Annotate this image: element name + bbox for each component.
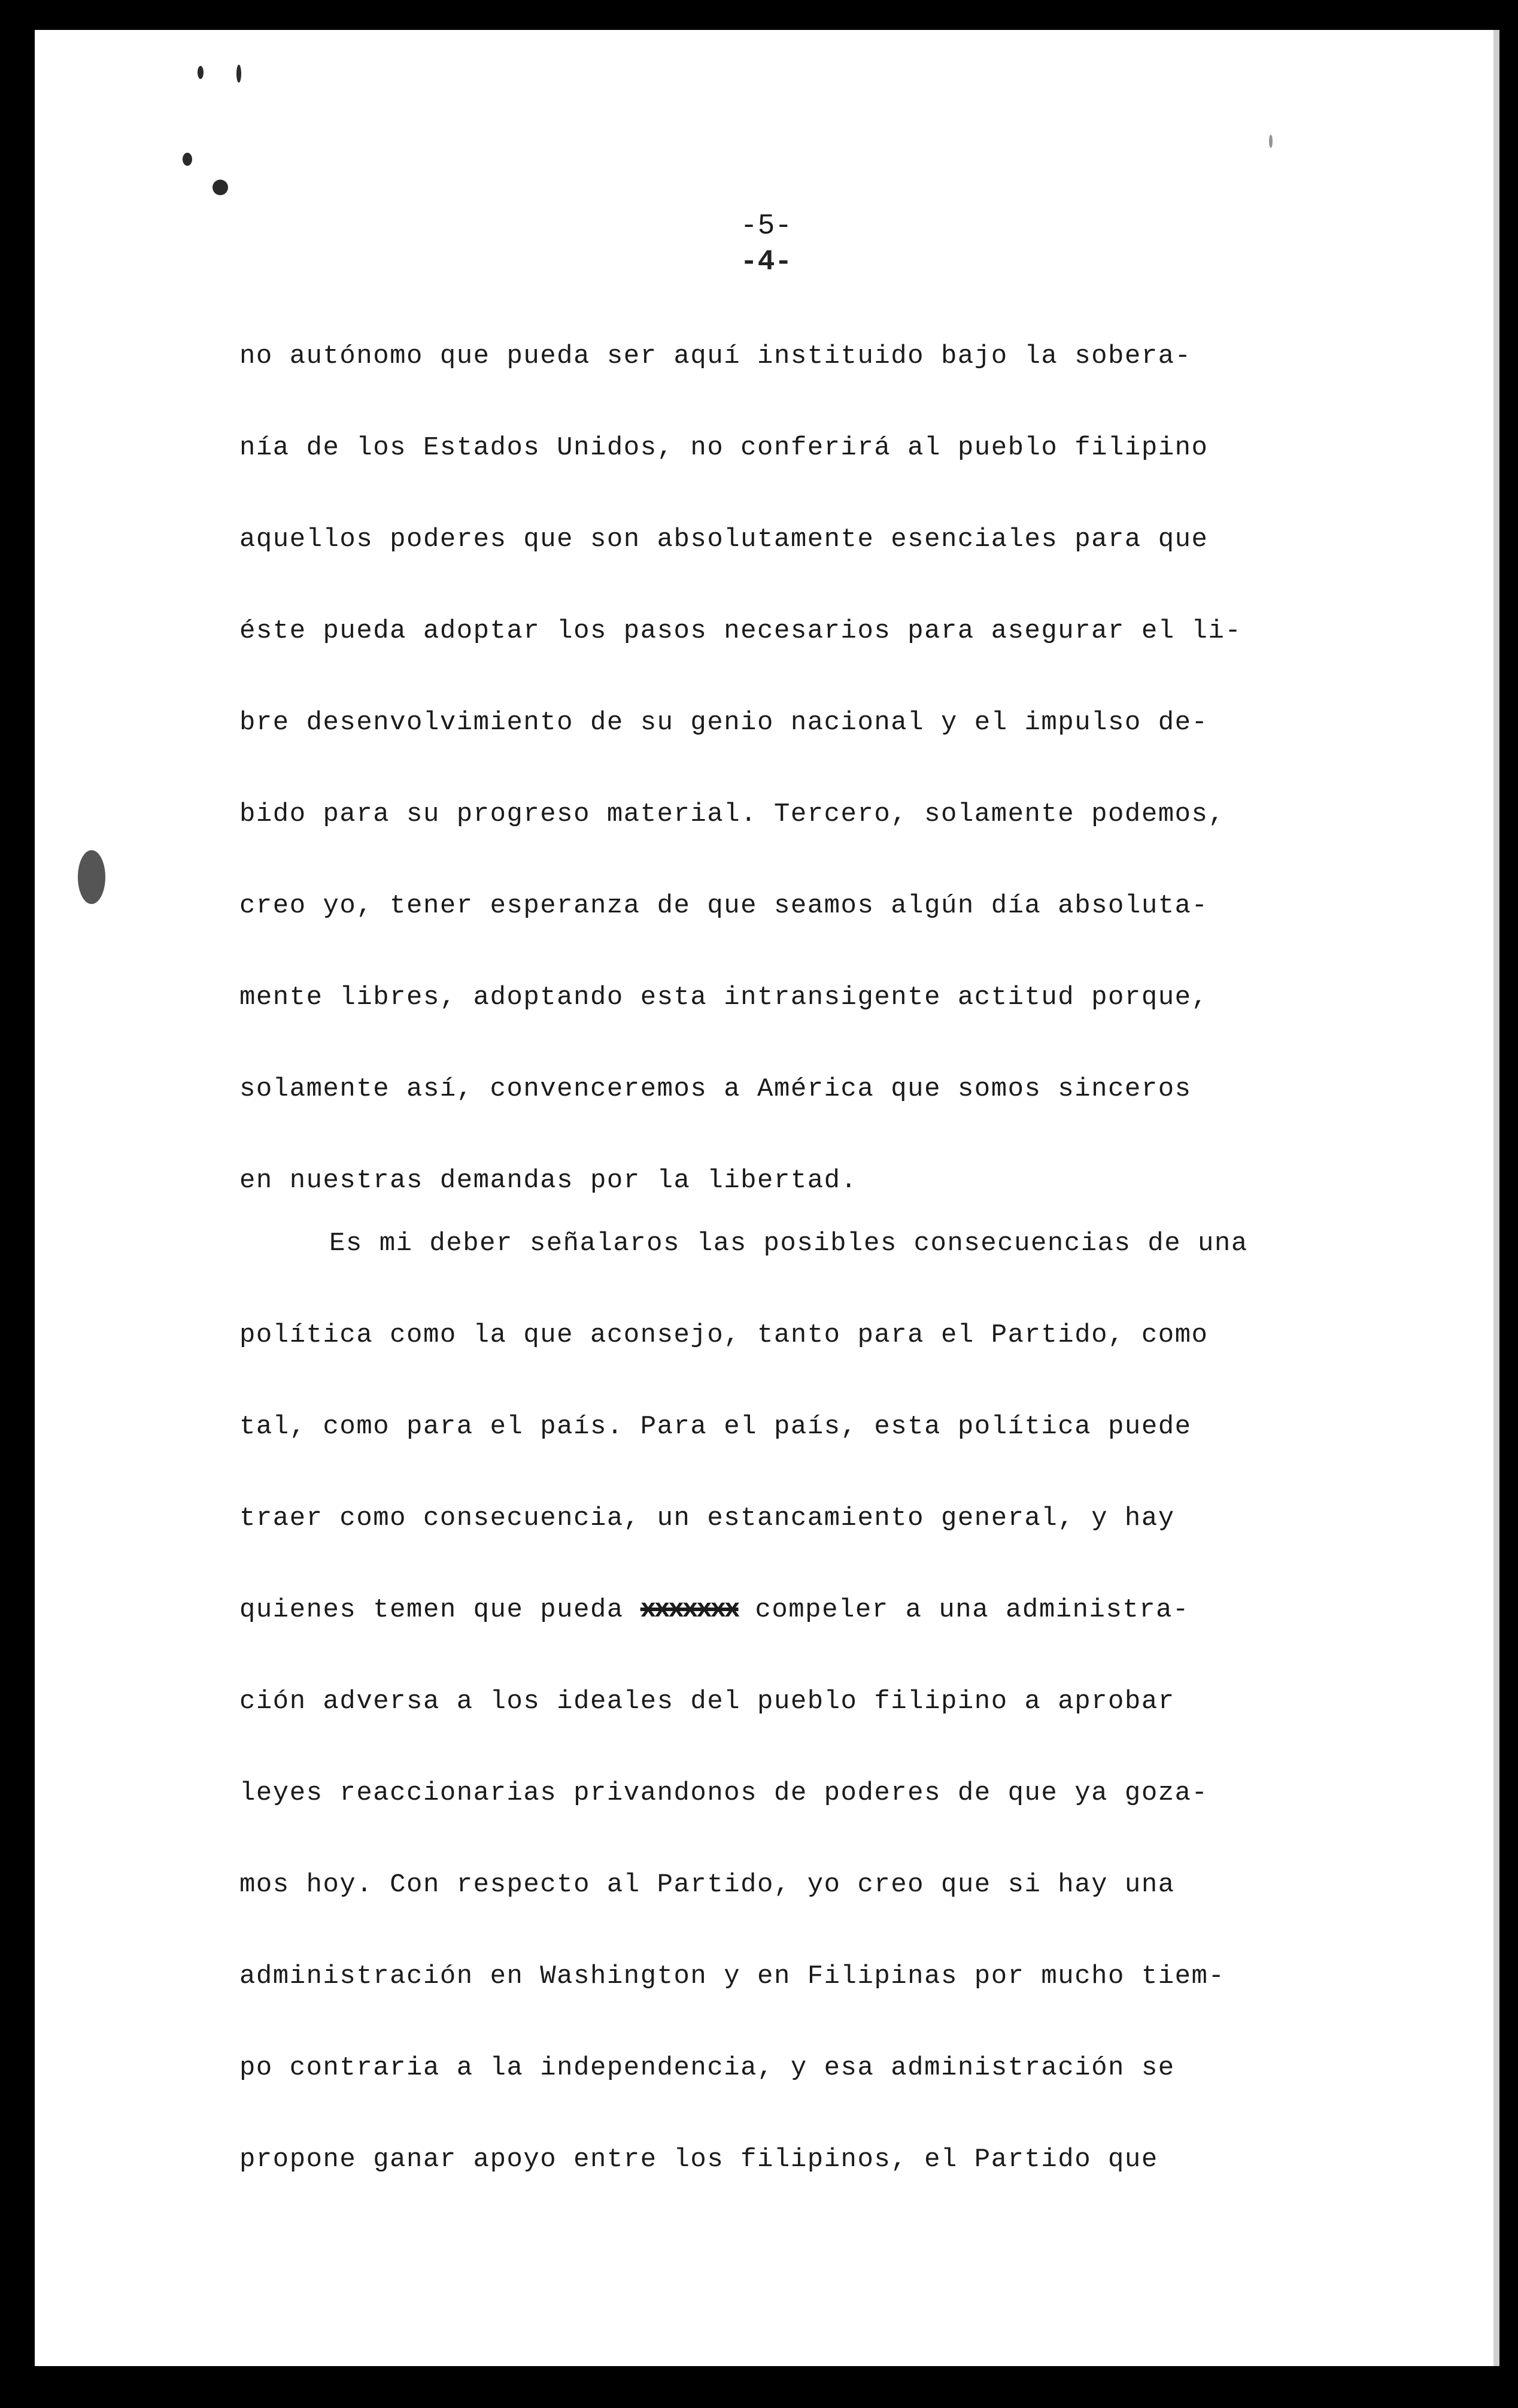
page-number: -5-	[740, 210, 793, 242]
scan-speck	[198, 66, 204, 79]
text-line: nía de los Estados Unidos, no conferirá al pueblo filipino	[239, 433, 1209, 463]
text-line: ción adversa a los ideales del pueblo filipino a aprobar	[239, 1687, 1175, 1716]
text-line: solamente así, convenceremos a América que somos sinceros	[239, 1074, 1192, 1104]
scan-speck	[78, 850, 105, 904]
page-edge-shadow	[1493, 30, 1499, 2366]
text-line: no autónomo que pueda ser aquí instituido bajo la sobera-	[239, 341, 1192, 371]
text-line: política como la que aconsejo, tanto para el Partido, como	[239, 1320, 1209, 1350]
text-line: creo yo, tener esperanza de que seamos algún día absoluta-	[239, 891, 1209, 921]
text-line: aquellos poderes que son absolutamente esenciales para que	[239, 524, 1209, 554]
text-line: propone ganar apoyo entre los filipinos, el Partido que	[239, 2145, 1158, 2175]
text-line: traer como consecuencia, un estancamiento general, y hay	[239, 1503, 1175, 1533]
text-line: mos hoy. Con respecto al Partido, yo creo que si hay una	[239, 1870, 1175, 1900]
text-line: administración en Washington y en Filipinas por mucho tiem-	[239, 1961, 1225, 1991]
struck-out-word: xxxxxxx	[640, 1595, 739, 1625]
scan-speck	[1269, 135, 1273, 148]
text-line: éste pueda adoptar los pasos necesarios para asegurar el li-	[239, 616, 1242, 646]
text-line: mente libres, adoptando esta intransigente actitud porque,	[239, 982, 1209, 1012]
text-line: leyes reaccionarias privandonos de poderes de que ya goza-	[239, 1778, 1209, 1808]
text-line-with-strikeout	[239, 1589, 1377, 1681]
text-line: tal, como para el país. Para el país, esta política puede	[239, 1412, 1192, 1442]
scan-speck	[236, 65, 241, 83]
text-line: po contraria a la independencia, y esa administración se	[239, 2053, 1175, 2083]
paragraph-start-line: Es mi deber señalaros las posibles consecuencias de una	[329, 1229, 1248, 1258]
scan-speck	[183, 153, 192, 166]
line-text-after: compeler a una administra-	[738, 1595, 1189, 1625]
scan-speck	[212, 180, 228, 195]
struck-page-number: -4-	[740, 246, 793, 278]
text-line: bido para su progreso material. Tercero, solamente podemos,	[239, 799, 1225, 829]
body-text	[239, 335, 1377, 2230]
text-line: bre desenvolvimiento de su genio nacional y el impulso de-	[239, 708, 1209, 738]
line-text-before: quienes temen que pueda	[239, 1595, 640, 1625]
text-line: en nuestras demandas por la libertad.	[239, 1166, 858, 1196]
